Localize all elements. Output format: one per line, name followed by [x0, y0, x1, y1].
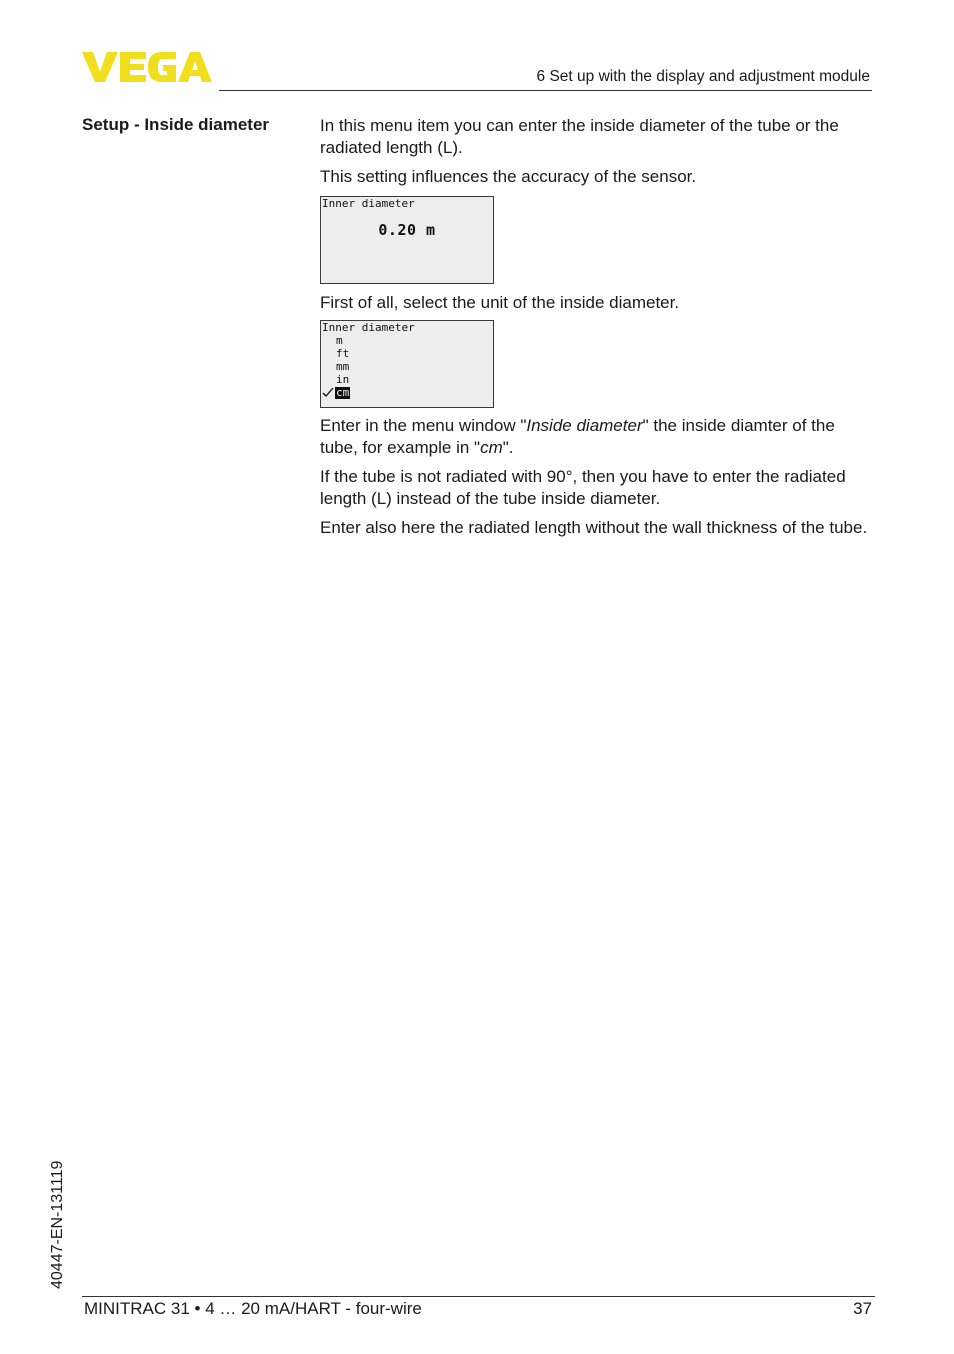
vega-logo	[82, 50, 212, 84]
checkmark-icon	[322, 387, 334, 398]
paragraph-enter-diameter: Enter in the menu window "Inside diameter" the inside diamter of the tube, for example in "cm".	[320, 416, 835, 457]
footer-product: MINITRAC 31 • 4 … 20 mA/HART - four-wire	[84, 1299, 422, 1318]
unit-option-cm[interactable]: cm	[321, 386, 493, 399]
display-value: 0.20 m	[378, 220, 436, 239]
unit-option-in[interactable]: in	[336, 373, 350, 386]
unit-option-ft[interactable]: ft	[336, 347, 350, 360]
display-unit-selection	[320, 320, 494, 408]
page-number: 37	[853, 1299, 872, 1318]
document-id: 40447-EN-131119	[49, 1160, 66, 1289]
unit-list	[321, 334, 493, 399]
display-title: Inner diameter	[322, 196, 415, 210]
unit-option-mm[interactable]: mm	[336, 360, 350, 373]
unit-option-m[interactable]: m	[336, 334, 343, 347]
display-inner-diameter-value	[320, 196, 494, 284]
section-label: Setup - Inside diameter	[82, 115, 270, 134]
paragraph-accuracy: This setting influences the accuracy of the sensor.	[320, 167, 697, 186]
header-rule	[219, 90, 872, 91]
chapter-header: 6 Set up with the display and adjustment module	[536, 68, 870, 85]
display-title: Inner diameter	[322, 321, 415, 334]
paragraph-intro: In this menu item you can enter the inside diameter of the tube or the radiated length (L).	[320, 116, 839, 157]
paragraph-radiated-length: If the tube is not radiated with 90°, then you have to enter the radiated length (L) instead of the tube inside diameter.	[320, 467, 846, 508]
paragraph-select-unit: First of all, select the unit of the inside diameter.	[320, 292, 680, 312]
content-column	[320, 115, 876, 539]
footer-rule	[82, 1296, 875, 1297]
paragraph-wall-thickness: Enter also here the radiated length without the wall thickness of the tube.	[320, 518, 868, 537]
